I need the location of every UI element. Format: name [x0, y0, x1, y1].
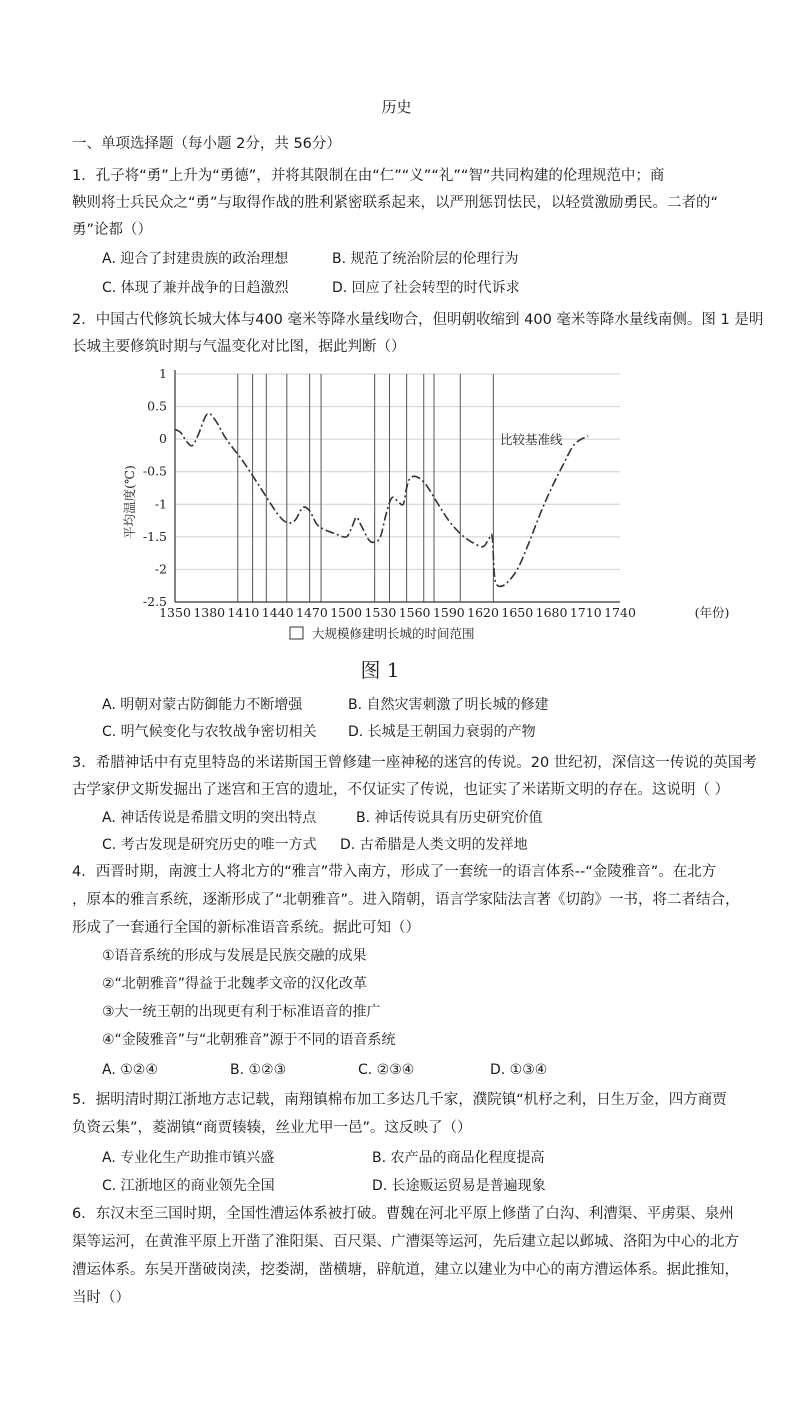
y-axis-label: 平均温度(℃) — [122, 465, 137, 539]
x-tick-label-9: 1620 — [467, 605, 499, 620]
q4-option-d: D. ①③④ — [490, 1062, 548, 1078]
x-tick-label-5: 1500 — [330, 605, 363, 620]
q6-line-1: 6．东汉末至三国时期，全国性漕运体系被打破。曹魏在河北平原上修凿了白沟、利漕渠、平虏渠、泉州 — [72, 1206, 734, 1222]
x-tick-label-0: 1350 — [159, 605, 191, 620]
y-tick-label-1: 0.5 — [147, 398, 167, 414]
x-tick-label-4: 1470 — [296, 605, 328, 620]
x-tick-label-13: 1740 — [604, 605, 636, 620]
q3-option-b: B. 神话传说具有历史研究价值 — [356, 810, 543, 826]
x-tick-label-11: 1680 — [535, 605, 568, 620]
q4-item-3: ③大一统王朝的出现更有利于标准语音的推广 — [102, 1004, 381, 1020]
q6-line-2: 渠等运河，在黄淮平原上开凿了淮阳渠、百尺渠、广漕渠等运河，先后建立起以邺城、洛阳为中心的北方 — [72, 1234, 739, 1250]
q1-line-3: 勇”论都（） — [72, 222, 153, 238]
y-tick-label-2: 0 — [159, 431, 167, 447]
q1-option-b: B. 规范了统治阶层的伦理行为 — [332, 251, 519, 267]
q5-option-a: A. 专业化生产助推市镇兴盛 — [102, 1150, 275, 1166]
temperature-chart — [100, 362, 740, 682]
q3-line-1: 3．希腊神话中有克里特岛的米诺斯国王曾修建一座神秘的迷宫的传说。20 世纪初，深信这一传说的英国考 — [72, 755, 757, 771]
q1-option-d: D. 回应了社会转型的时代诉求 — [332, 280, 520, 296]
page-title: 历史 — [381, 98, 412, 116]
q2-option-b: B. 自然灾害刺激了明长城的修建 — [348, 697, 549, 713]
x-tick-label-7: 1560 — [398, 605, 431, 620]
q1-line-1: 1．孔子将“勇”上升为“勇德”，并将其限制在由“仁”“义”“礼”“智”共同构建的伦理规范中；商 — [72, 168, 665, 184]
construction-period-lines — [238, 374, 494, 602]
q3-option-d: D. 古希腊是人类文明的发祥地 — [340, 837, 528, 853]
q4-line-2: ，原本的雅言系统，逐渐形成了“北朝雅音”。进入隋朝，语言学家陆法言著《切韵》一书，将二者结合， — [72, 892, 740, 908]
q4-item-4: ④“金陵雅音”与“北朝雅音”源于不同的语音系统 — [102, 1032, 396, 1048]
q5-option-c: C. 江浙地区的商业领先全国 — [102, 1178, 275, 1194]
q2-line-1: 2．中国古代修筑长城大体与400 毫米等降水量线吻合，但明朝收缩到 400 毫米等降水量线南侧。图 1 是明 — [72, 312, 764, 328]
q6-line-4: 当时（） — [72, 1290, 130, 1306]
q2-line-2: 长城主要修筑时期与气温变化对比图，据此判断（） — [72, 339, 406, 355]
x-axis-label: (年份) — [694, 605, 730, 620]
q4-item-1: ①语音系统的形成与发展是民族交融的成果 — [102, 948, 367, 964]
x-tick-label-2: 1410 — [227, 605, 260, 620]
legend-label: 大规模修建明长城的时间范围 — [312, 626, 475, 641]
q3-option-a: A. 神话传说是希腊文明的突出特点 — [102, 810, 317, 826]
section-heading: 一、单项选择题（每小题 2分，共 56分） — [72, 136, 341, 152]
y-tick-label-0: 1 — [159, 366, 167, 381]
y-tick-label-4: -1 — [154, 496, 167, 512]
q3-line-2: 古学家伊文斯发掘出了迷宫和王宫的遗址，不仅证实了传说，也证实了米诺斯文明的存在。这说明（ ） — [72, 782, 730, 798]
q4-option-c: C. ②③④ — [358, 1062, 415, 1078]
x-tick-label-3: 1440 — [261, 605, 294, 620]
legend-swatch — [290, 627, 303, 639]
q4-option-a: A. ①②④ — [102, 1062, 158, 1078]
q5-line-1: 5．据明清时期江浙地方志记载，南翔镇棉布加工多达几千家，濮院镇“机杼之利，日生万金，四方商贾 — [72, 1092, 727, 1108]
x-tick-label-12: 1710 — [569, 605, 602, 620]
q4-item-2: ②“北朝雅音”得益于北魏孝文帝的汉化改革 — [102, 976, 368, 992]
q6-line-3: 漕运体系。东吴开凿破岗渎，挖娄湖，凿横塘，辟航道，建立以建业为中心的南方漕运体系。据此推知， — [72, 1262, 739, 1278]
q2-option-a: A. 明朝对蒙古防御能力不断增强 — [102, 697, 303, 713]
x-tick-label-1: 1380 — [193, 605, 226, 620]
y-tick-label-5: -1.5 — [142, 528, 167, 544]
chart-axes — [175, 370, 620, 602]
q4-line-3: 形成了一套通行全国的新标准语音系统。据此可知（） — [72, 920, 420, 936]
q5-line-2: 负资云集”，菱湖镇“商贾辏辏，丝业尤甲一邑”。这反映了（） — [72, 1120, 472, 1136]
y-tick-label-3: -0.5 — [142, 463, 167, 479]
q2-option-d: D. 长城是王朝国力衰弱的产物 — [348, 724, 536, 740]
x-tick-label-10: 1650 — [501, 605, 534, 620]
q2-option-c: C. 明气候变化与农牧战争密切相关 — [102, 724, 317, 740]
x-tick-label-6: 1530 — [364, 605, 397, 620]
figure-label: 图 1 — [360, 658, 400, 682]
q1-option-a: A. 迎合了封建贵族的政治理想 — [102, 251, 289, 267]
q3-option-c: C. 考古发现是研究历史的唯一方式 — [102, 837, 317, 853]
q5-option-b: B. 农产品的商品化程度提高 — [372, 1150, 545, 1166]
q1-line-2: 鞅则将士兵民众之“勇”与取得作战的胜利紧密联系起来，以严刑惩罚怯民，以轻赏激励勇民。二者的“ — [72, 195, 719, 211]
baseline-annotation: 比较基准线 — [500, 432, 563, 447]
chart-grid — [175, 374, 620, 602]
q4-option-b: B. ①②③ — [230, 1062, 287, 1078]
q1-option-c: C. 体现了兼并战争的日趋激烈 — [102, 280, 289, 296]
x-tick-label-8: 1590 — [432, 605, 465, 620]
y-tick-label-7: -2.5 — [142, 594, 167, 609]
q5-option-d: D. 长途贩运贸易是普遍现象 — [372, 1178, 546, 1194]
q4-line-1: 4．西晋时期，南渡士人将北方的“雅言”带入南方，形成了一套统一的语言体系--“金陵雅音”。在北方 — [72, 864, 717, 880]
y-tick-label-6: -2 — [154, 561, 167, 577]
